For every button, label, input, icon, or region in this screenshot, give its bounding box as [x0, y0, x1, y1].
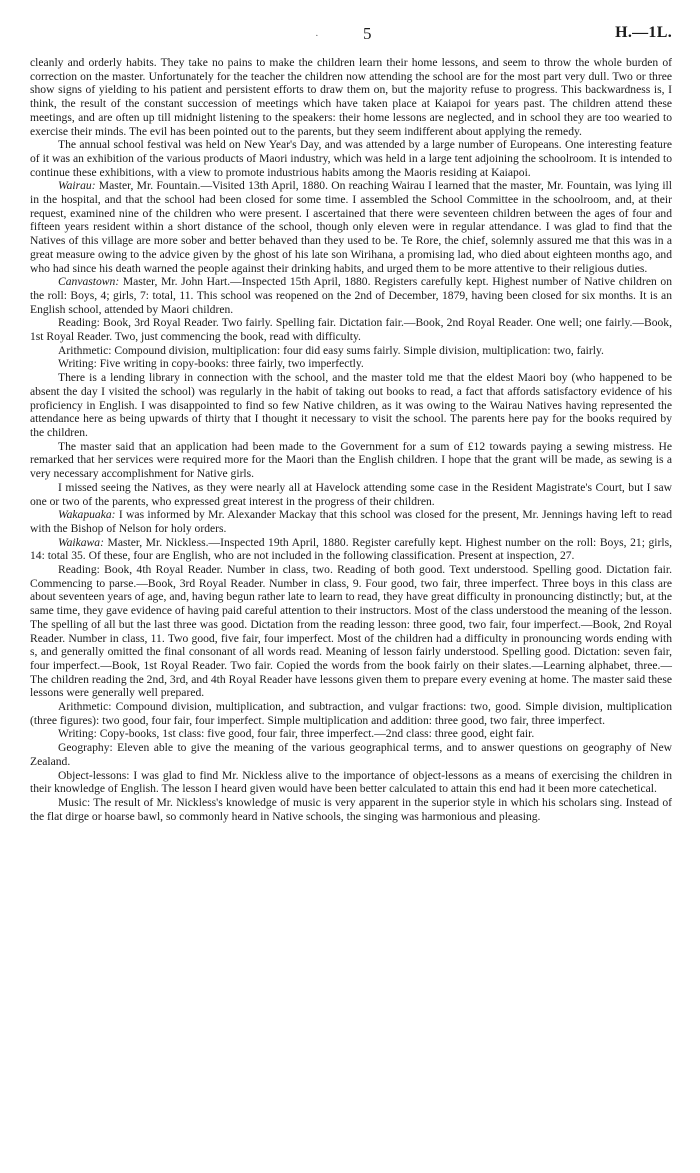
school-name: Wakapuaka: — [58, 508, 116, 522]
paragraph — [30, 138, 672, 179]
paragraph-text: Reading: Book, 4th Royal Reader. Number in class, two. Reading of both good. Text understood. Spelling good. Dictation fair. Commencing to parse.—Book, 3rd Royal Reader. Number in class, 9. Four good, two fair, three imperfect. Three boys in this class are about seventeen years of age, and, having begun rather late to learn to read, they have great difficulty in pronouncing distinctly; but, at the same time, they gave evidence of having paid careful attention to their instructors. Most of the class understood the meaning of the lesson. The spelling of all but the last three was good. Dictation from the reading lesson: three good, two fair, four imperfect.—Book, 2nd Royal Reader. Number in class, 11. Two good, five fair, four imperfect. Most of the children had a difficulty in pronouncing words ending with s, and generally omitted the final consonant of all words read. Meaning of lesson fairly understood. Spelling good. Dictation: seven fair, four imperfect.—Book, 1st Royal Reader. Two fair. Copied the words from the book fairly on their slates.—Learning alphabet, three.—The children reading the 2nd, 3rd, and 4th Royal Reader have lessons given them to prepare every evening at home. The master said these lessons were generally well prepared. — [30, 563, 672, 700]
stray-mark: · — [315, 30, 319, 42]
body-text — [30, 56, 672, 823]
paragraph — [30, 508, 672, 535]
school-name: Wairau: — [58, 179, 96, 193]
paragraph — [30, 440, 672, 481]
paragraph — [30, 56, 672, 138]
paragraph-text: Master, Mr. Fountain.—Visited 13th April, 1880. On reaching Wairau I learned that the master, Mr. Fountain, was lying ill in the hospital, and that the school had been closed for some time. I assembled the School Committee in the schoolroom, and, at their request, examined nine of the children who were present. I ascertained that there were seventeen children between the ages of four and fifteen years resident within a short distance of the school, though only eleven were in regular attendance. I was glad to find that the Natives of this village are more sober and better behaved than they used to be. Te Rore, the chief, solemnly assured me that this was in a great measure owing to the advice given by the ghost of his late son Wirihana, a promising lad, who died about eighteen months ago, and who had since his death warned the people against their drinking habits, and urged them to be more attentive to their religious duties. — [30, 179, 672, 275]
paragraph-text: The master said that an application had been made to the Government for a sum of £12 towards paying a sewing mistress. He remarked that her services were required more for the Maori than the English children. I hope that the grant will be made, as sewing is a very necessary accomplishment for Native girls. — [30, 439, 672, 481]
paragraph-text: Arithmetic: Compound division, multiplication, and subtraction, and vulgar fractions: two, good. Simple division, multiplication (three figures): two good, four fair, four imperfect. Simple multiplication and addition: three good, two fair, three imperfect. — [30, 700, 672, 727]
paragraph-text: I missed seeing the Natives, as they were nearly all at Havelock attending some case in the Resident Magistrate's Court, but I saw one or two of the parents, who expressed great interest in the progress of their children. — [30, 480, 672, 508]
paragraph-text: Reading: Book, 3rd Royal Reader. Two fairly. Spelling fair. Dictation fair.—Book, 2nd Royal Reader. One well; one fairly.—Book, 1st Royal Reader. Two, just commencing the book, read with difficulty. — [30, 316, 672, 344]
paragraph-text: Arithmetic: Compound division, multiplication: four did easy sums fairly. Simple division, multiplication: two, fairly. — [58, 343, 604, 357]
page-number: 5 — [363, 24, 372, 43]
paragraph — [30, 344, 672, 358]
paragraph-text: Writing: Copy-books, 1st class: five good, four fair, three imperfect.—2nd class: three good, eight fair. — [58, 727, 535, 741]
paragraph — [30, 700, 672, 727]
paragraph-text: Writing: Five writing in copy-books: three fairly, two imperfectly. — [58, 357, 364, 371]
paragraph — [30, 357, 672, 371]
paragraph — [30, 179, 672, 275]
paragraph — [30, 481, 672, 508]
page-header — [30, 0, 672, 56]
paragraph — [30, 796, 672, 823]
paragraph-text: cleanly and orderly habits. They take no pains to make the children learn their home lessons, and seem to throw the whole burden of correction on the master. Unfortunately for the teacher the children now attending the school are for the most part very dull. Two or three show signs of yielding to his patient and persistent efforts to draw them on, but the majority refuse to progress. This backwardness is, I think, the result of the constant succession of meetings which have taken place at Kaiapoi for years past. The children attend these meetings, and are often up till midnight listening to the speakers: their home lessons are neglected, and in school they are too wearied to exercise their minds. The evil has been pointed out to the parents, but they seem indifferent about applying the remedy. — [30, 56, 672, 138]
paragraph — [30, 727, 672, 741]
paragraph-text: The annual school festival was held on New Year's Day, and was attended by a large number of Europeans. One interesting feature of it was an exhibition of the various products of Maori industry, which was held in a large tent adjoining the schoolroom. It is intended to continue these exhibitions, with a view to promote industrious habits among the Maoris residing at Kaiapoi. — [30, 138, 672, 179]
school-name: Waikawa: — [58, 535, 104, 549]
document-reference: H.—1L. — [615, 24, 672, 41]
paragraph — [30, 371, 672, 440]
paragraph — [30, 536, 672, 563]
paragraph-text: Master, Mr. John Hart.—Inspected 15th April, 1880. Registers carefully kept. Highest number of Native children on the roll: Boys, 4; girls, 7: total, 11. This school was reopened on the 2nd of December, 1879, having been closed for six months. It is an English school, attended by Maori children. — [30, 275, 672, 316]
paragraph — [30, 563, 672, 700]
paragraph-text: There is a lending library in connection with the school, and the master told me that the eldest Maori boy (who happened to be absent the day I visited the school) was regularly in the habit of taking out books to read, a fact that affords satisfactory evidence of his proficiency in English. I was disappointed to find so few Native children, as it was owing to the Wairau Natives having represented the attendance here as being upwards of thirty that I thought it necessary to visit the school. The parents here pay for the books required by the children. — [30, 371, 672, 439]
paragraph-text: Object-lessons: I was glad to find Mr. Nickless alive to the importance of object-lessons as a means of exercising the children in their knowledge of English. The lesson I heard given would have been better calculated to attain this end had it been more catechetical. — [30, 768, 672, 796]
paragraph — [30, 769, 672, 796]
paragraph-text: Music: The result of Mr. Nickless's knowledge of music is very apparent in the superior style in which his scholars sing. Instead of the flat dirge or hoarse bawl, so commonly heard in Native schools, the singing was harmonious and pleasing. — [30, 795, 672, 823]
paragraph — [30, 316, 672, 343]
paragraph — [30, 741, 672, 768]
paragraph-text: Geography: Eleven able to give the meaning of the various geographical terms, and to answer questions on geography of New Zealand. — [30, 741, 672, 768]
paragraph-text: Master, Mr. Nickless.—Inspected 19th April, 1880. Register carefully kept. Highest number on the roll: Boys, 21; girls, 14: total 35. Of these, four are English, who are not included in the following classification. Present at inspection, 27. — [30, 535, 672, 563]
paragraph — [30, 275, 672, 316]
paragraph-text: I was informed by Mr. Alexander Mackay that this school was closed for the present, Mr. Jennings having left to read with the Bishop of Nelson for holy orders. — [30, 508, 672, 535]
school-name: Canvastown: — [58, 275, 120, 289]
